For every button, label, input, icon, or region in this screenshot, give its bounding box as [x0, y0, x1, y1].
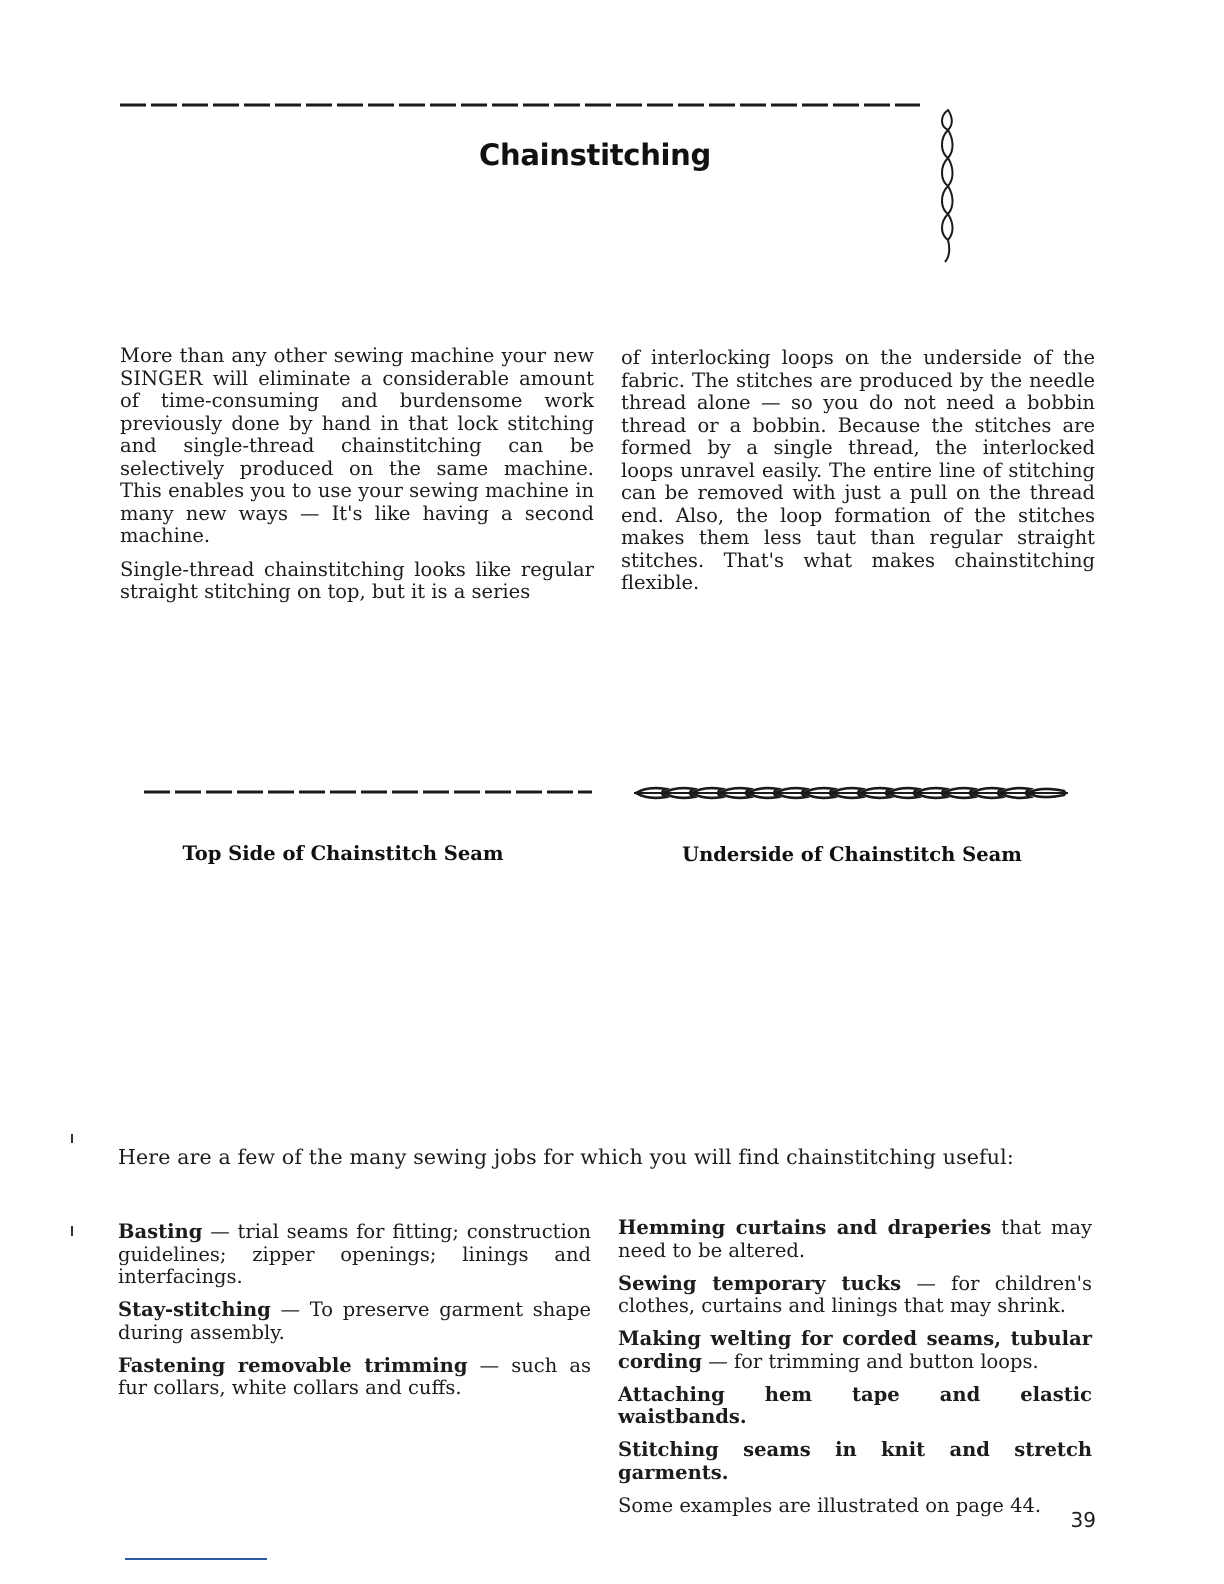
- intro-paragraph-3: of interlocking loops on the underside of the fabric. The stitches are produced by the needle thread alone — so you do not need a bobbin thread or a bobbin. Because the stitches are formed by a single thread, the interlocked loops unravel easily. The entire line of stitching can be removed with just a pull on the thread end. Also, the loop formation of the stitches makes them less taut than regular straight stitches. That's what makes chainstitching flexible.: [621, 346, 1095, 594]
- use-desc: — for children's clothes, curtains and linings that may shrink.: [618, 1271, 1092, 1317]
- use-item: [118, 1221, 591, 1289]
- scan-margin-mark: [71, 1134, 73, 1143]
- uses-left-column: [118, 1221, 591, 1410]
- page-title: Chainstitching: [479, 138, 711, 172]
- top-side-caption: Top Side of Chainstitch Seam: [182, 842, 504, 865]
- use-term: Making welting for corded seams, tubular cording: [618, 1327, 1092, 1373]
- use-item: [118, 1355, 591, 1400]
- intro-paragraph-1: More than any other sewing machine your new SINGER will eliminate a considerable amount of time-consuming and burdensome work previously done by hand in that lock stitching and single-thread chainstitching can be selectively produced on the same machine. This enables you to use your sewing machine in many new ways — It's like having a second machine.: [120, 344, 594, 547]
- use-item: [618, 1217, 1092, 1262]
- use-item: [618, 1384, 1092, 1429]
- use-desc: that may need to be altered.: [618, 1216, 1093, 1262]
- page-number: 39: [1070, 1508, 1096, 1532]
- use-term: Fastening removable trimming: [118, 1353, 468, 1377]
- use-desc: — for trimming and button loops.: [702, 1349, 1039, 1373]
- top-stitch-rule: [120, 102, 920, 108]
- use-item: [618, 1328, 1092, 1373]
- use-item: [618, 1273, 1092, 1318]
- underside-seam-illustration: [634, 785, 1068, 801]
- intro-left-column: [120, 345, 594, 615]
- intro-right-column: [621, 347, 1095, 606]
- vertical-chainstitch-icon: [928, 108, 968, 268]
- use-term: Hemming curtains and draperies: [618, 1216, 992, 1239]
- useful-intro: Here are a few of the many sewing jobs for which you will find chainstitching useful:: [118, 1145, 1014, 1169]
- use-term: Basting: [118, 1220, 203, 1243]
- use-term: Sewing temporary tucks: [618, 1271, 902, 1295]
- underside-caption: Underside of Chainstitch Seam: [682, 843, 1022, 866]
- scan-margin-mark: [71, 1226, 73, 1236]
- use-desc: — such as fur collars, white collars and cuffs.: [118, 1353, 591, 1399]
- intro-paragraph-2: Single-thread chainstitching looks like regular straight stitching on top, but it is a series: [120, 557, 594, 603]
- use-item: [118, 1299, 591, 1344]
- use-desc: — To preserve garment shape during assembly.: [118, 1298, 591, 1344]
- scan-edge-line: [125, 1558, 267, 1560]
- uses-right-column: [618, 1217, 1092, 1528]
- top-side-seam-illustration: [144, 788, 592, 796]
- use-term: Stay-stitching: [118, 1298, 271, 1321]
- use-desc: — trial seams for fitting; construction guidelines; zipper openings; linings and interfacings.: [118, 1220, 591, 1288]
- closing-note: Some examples are illustrated on page 44.: [618, 1493, 1042, 1517]
- use-term: Attaching hem tape and elastic waistbands.: [618, 1382, 1092, 1428]
- use-term: Stitching seams in knit and stretch garments.: [618, 1438, 1092, 1484]
- use-item: [618, 1439, 1092, 1484]
